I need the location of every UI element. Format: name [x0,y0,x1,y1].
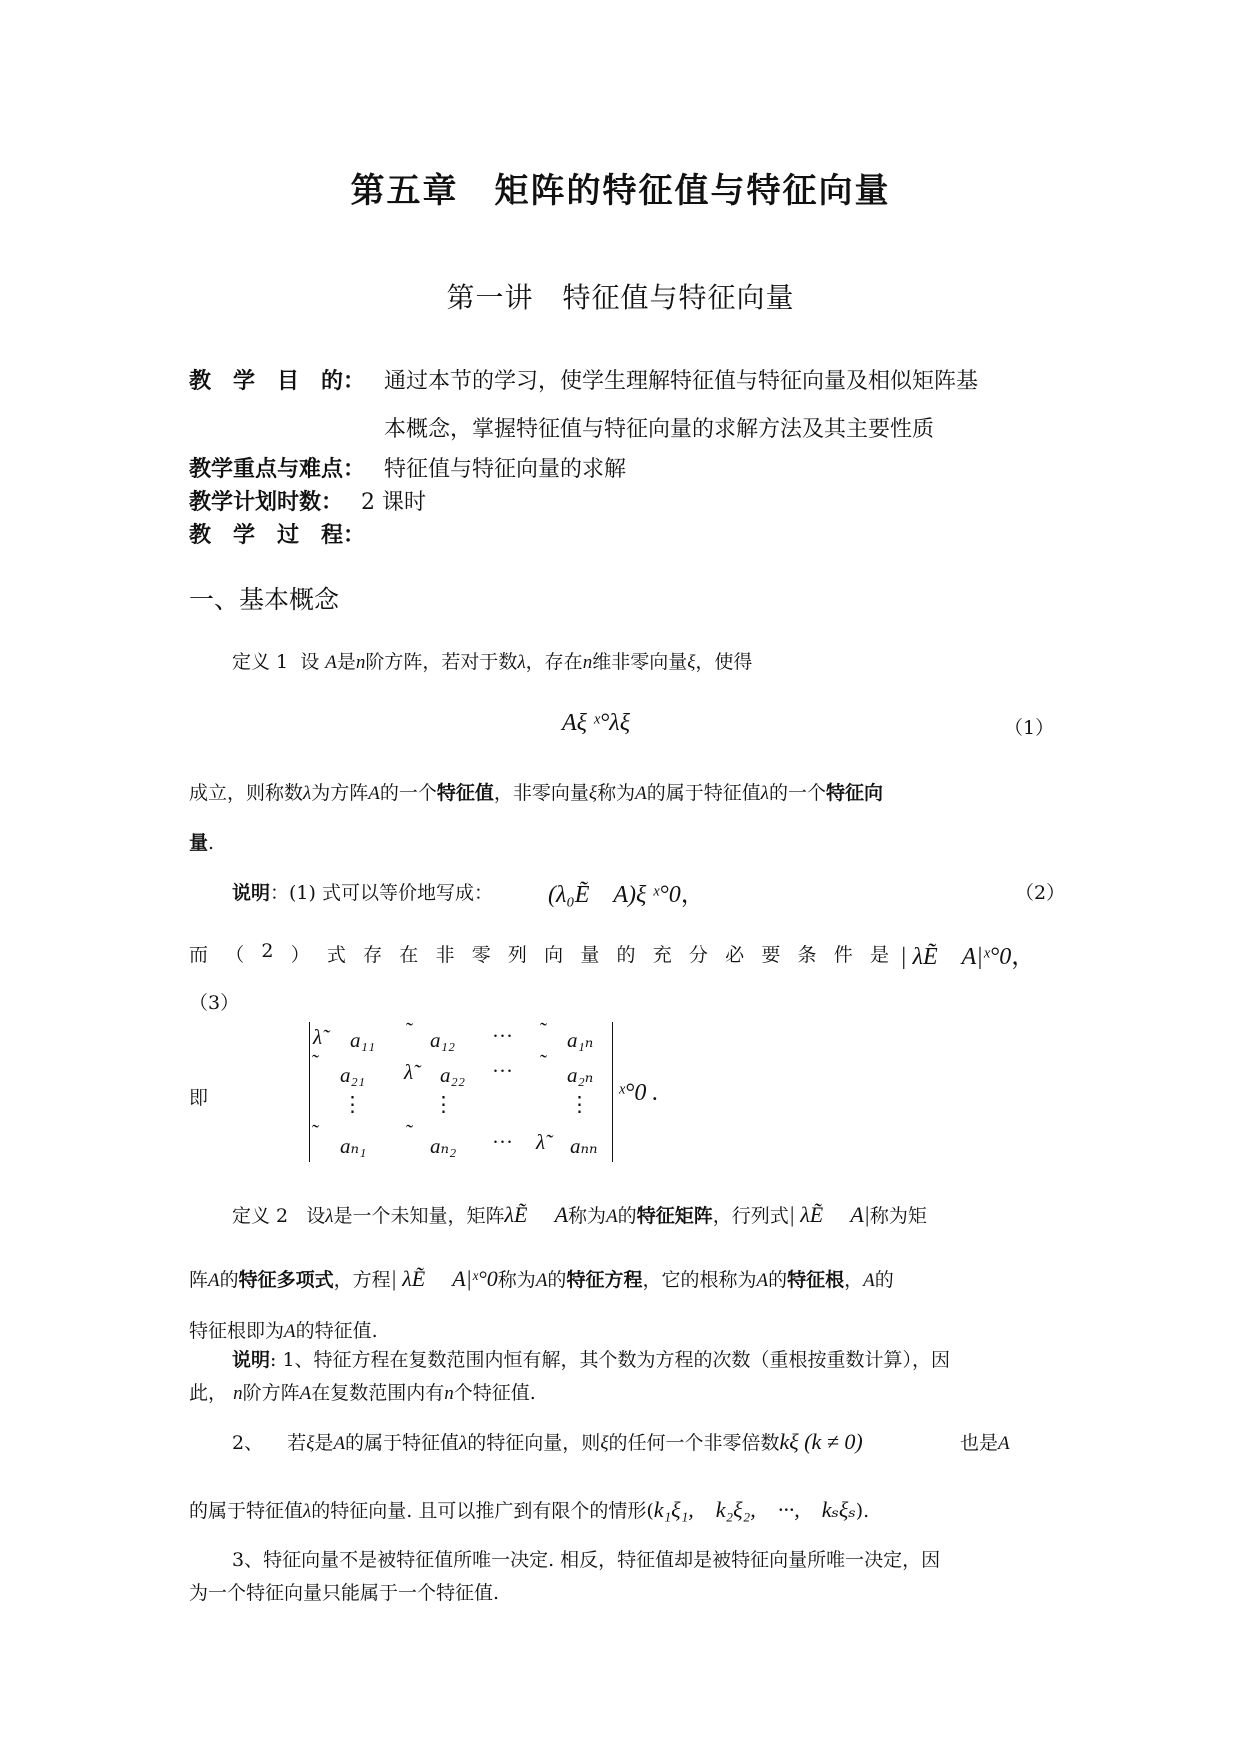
characteristic-condition: | λẼ A|ˣ°0， [900,944,1036,970]
goal-text-2: 本概念，掌握特征值与特征向量的求解方法及其主要性质 [384,417,935,442]
definition-1-conclusion-end: 量. [189,832,215,854]
item-3-line-2: 为一个特征向量只能属于一个特征值. [189,1582,500,1604]
definition-2-line-2: 阵A的特征多项式，方程| λẼ A|ˣ°0称为A的特征方程，它的根称为A的特征根，A的 [189,1266,894,1291]
determinant-equals-zero: ˣ°0 . [618,1080,659,1106]
focus-label: 教学重点与难点： [189,457,366,482]
determinant-prefix: 即 [189,1087,209,1109]
goal-text-1: 通过本节的学习，使学生理解特征值与特征向量及相似矩阵基 [384,369,979,394]
equation-2: (λ₀Ẽ A)ξ ˣ°0， [548,882,705,908]
process-label: 教 学 过 程： [189,523,366,548]
hours-label: 教学计划时数： [189,490,344,515]
focus-text: 特征值与特征向量的求解 [384,457,627,482]
determinant-right-bar [612,1022,613,1162]
definition-1-conclusion: 成立，则称数λ为方阵A的一个特征值，非零向量ξ称为A的属于特征值λ的一个特征向 [189,782,883,804]
section-heading: 一、基本概念 [189,585,340,614]
determinant-left-bar [309,1022,310,1162]
equation-3-number: （3） [189,992,240,1014]
item-2-line-1-end: 也是A [960,1432,1010,1454]
note-2-line-2: 此， n阶方阵A在复数范围内有n个特征值. [189,1382,536,1404]
definition-2-line-1: 定义 2 设λ是一个未知量，矩阵λẼ A称为A的特征矩阵，行列式| λẼ A|称为矩 [232,1202,927,1227]
definition-2-line-3: 特征根即为A的特征值. [189,1320,378,1342]
equation-2-number: （2） [1015,882,1066,904]
goal-label: 教 学 目 的： [189,369,366,394]
hours-text: 2 课时 [361,490,426,515]
note-1: 说明：(1) 式可以等价地写成： [232,882,493,904]
equation-1: Aξ ˣ°λξ [562,710,630,736]
item-2-line-1: 2、 若ξ是A的属于特征值λ的特征向量，则ξ的任何一个非零倍数kξ (k ≠ 0) [232,1429,863,1454]
lecture-title: 第一讲 特征值与特征向量 [446,281,795,314]
note-2-line-1: 说明: 1、特征方程在复数范围内恒有解，其个数为方程的次数（重根按重数计算），因 [232,1349,951,1371]
chapter-title: 第五章 矩阵的特征值与特征向量 [350,171,891,211]
equation-1-number: （1） [1004,717,1055,739]
condition-line: 而 （ 2 ） 式 存 在 非 零 列 向 量 的 充 分 必 要 条 件 是 [189,940,889,966]
definition-1: 定义 1 设 A是n阶方阵，若对于数λ，存在n维非零向量ξ，使得 [232,651,753,673]
item-3-line-1: 3、特征向量不是被特征值所唯一决定. 相反，特征值却是被特征向量所唯一决定，因 [232,1549,941,1571]
item-2-line-2: 的属于特征值λ的特征向量. 且可以推广到有限个的情形(k₁ξ₁, k₂ξ₂, ···, kₛξₛ). [189,1497,870,1522]
